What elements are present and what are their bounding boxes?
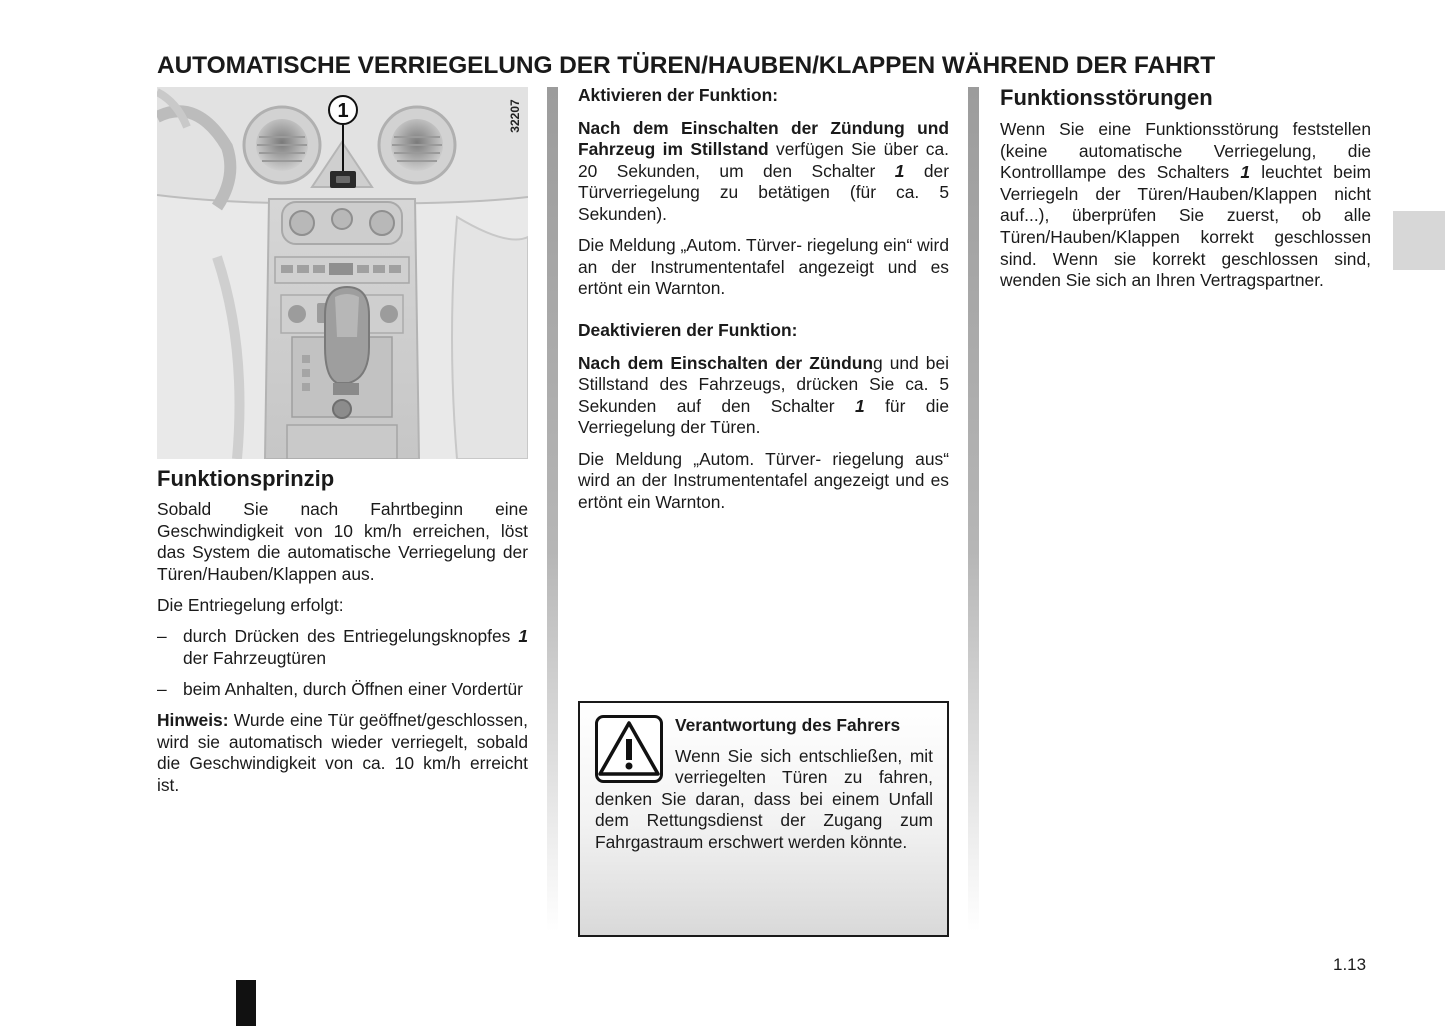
page-number: 1.13 [1333, 955, 1367, 974]
list-item: – durch Drücken des Entriegelungsknopfes 1 der Fahrzeugtüren [157, 626, 528, 668]
warning-box [578, 701, 949, 937]
page-title: AUTOMATISCHE VERRIEGELUNG DER TÜREN/HAUBEN/KLAPPEN WÄHREND DER FAHRT [157, 52, 1216, 80]
heading-deactivate: Deaktivieren der Funktion: [578, 319, 798, 340]
print-marker [236, 980, 256, 1026]
note: Hinweis: Wurde eine Tür geöffnet/geschlossen, wird sie automatisch wieder verriegelt, sobald die Geschwindigkeit von ca. 10 km/h erreicht ist. [157, 710, 528, 795]
paragraph-deactivate: Nach dem Einschalten der Zündung und bei Stillstand des Fahrzeugs, drücken Sie ca. 5 Sekunden auf den Schalter 1 für die Verriegelung der Türen. [578, 352, 949, 438]
paragraph-principle: Sobald Sie nach Fahrtbeginn eine Geschwindigkeit von 10 km/h erreichen, löst das System die automatische Verriegelung der Türen/Hauben/Klappen aus. [157, 499, 528, 584]
heading-activate: Aktivieren der Funktion: [578, 85, 779, 105]
paragraph-malfunctions: Wenn Sie eine Funktionsstörung feststellen (keine automatische Verriegelung, die Kontrolllampe des Schalters 1 leuchtet beim Verriegeln der Türen/Hauben/Klappen nicht auf...), überprüfen Sie zuerst, ob alle Türen/Hauben/Klappen korrekt geschlossen sind. Wenn sie korrekt geschlossen sind, wenden Sie sich an Ihren Vertragspartner. [1000, 119, 1371, 291]
column-separator [968, 87, 979, 932]
callout-label: 1 [337, 100, 349, 122]
column-activation [578, 85, 949, 523]
list-item: – beim Anhalten, durch Öffnen einer Vordertür [157, 678, 523, 699]
warning-text: Wenn Sie sich entschließen, mit verriegelten Türen zu fahren, denken Sie daran, dass bei einem Unfall dem Rettungsdienst der Zugang zum Fahrgastraum erschwert werden könnte. [595, 745, 933, 852]
warning-title: Verantwortung des Fahrers [675, 715, 901, 735]
heading-funktionsprinzip: Funktionsprinzip [157, 466, 335, 491]
column-function-principle [157, 466, 528, 806]
dashboard-illustration [157, 87, 528, 459]
image-code: 32207 [508, 99, 522, 133]
heading-funktionsstoerungen: Funktionsstörungen [1000, 85, 1213, 110]
column-separator [547, 87, 558, 932]
warning-icon [595, 715, 663, 783]
paragraph-activate-message: Die Meldung „Autom. Türver- riegelung ein“ wird an der Instrumententafel angezeigt und es ertönt ein Warnton. [578, 235, 949, 299]
paragraph-deactivate-message: Die Meldung „Autom. Türver- riegelung aus“ wird an der Instrumententafel angezeigt und es ertönt ein Warnton. [578, 448, 949, 512]
column-malfunctions [1000, 85, 1371, 301]
chapter-tab [1393, 211, 1445, 270]
paragraph-unlock-intro: Die Entriegelung erfolgt: [157, 594, 344, 615]
paragraph-activate: Nach dem Einschalten der Zündung und Fahrzeug im Stillstand verfügen Sie über ca. 20 Sekunden, um den Schalter 1 der Türverriegelung zu betätigen (für ca. 5 Sekunden). [578, 117, 949, 224]
